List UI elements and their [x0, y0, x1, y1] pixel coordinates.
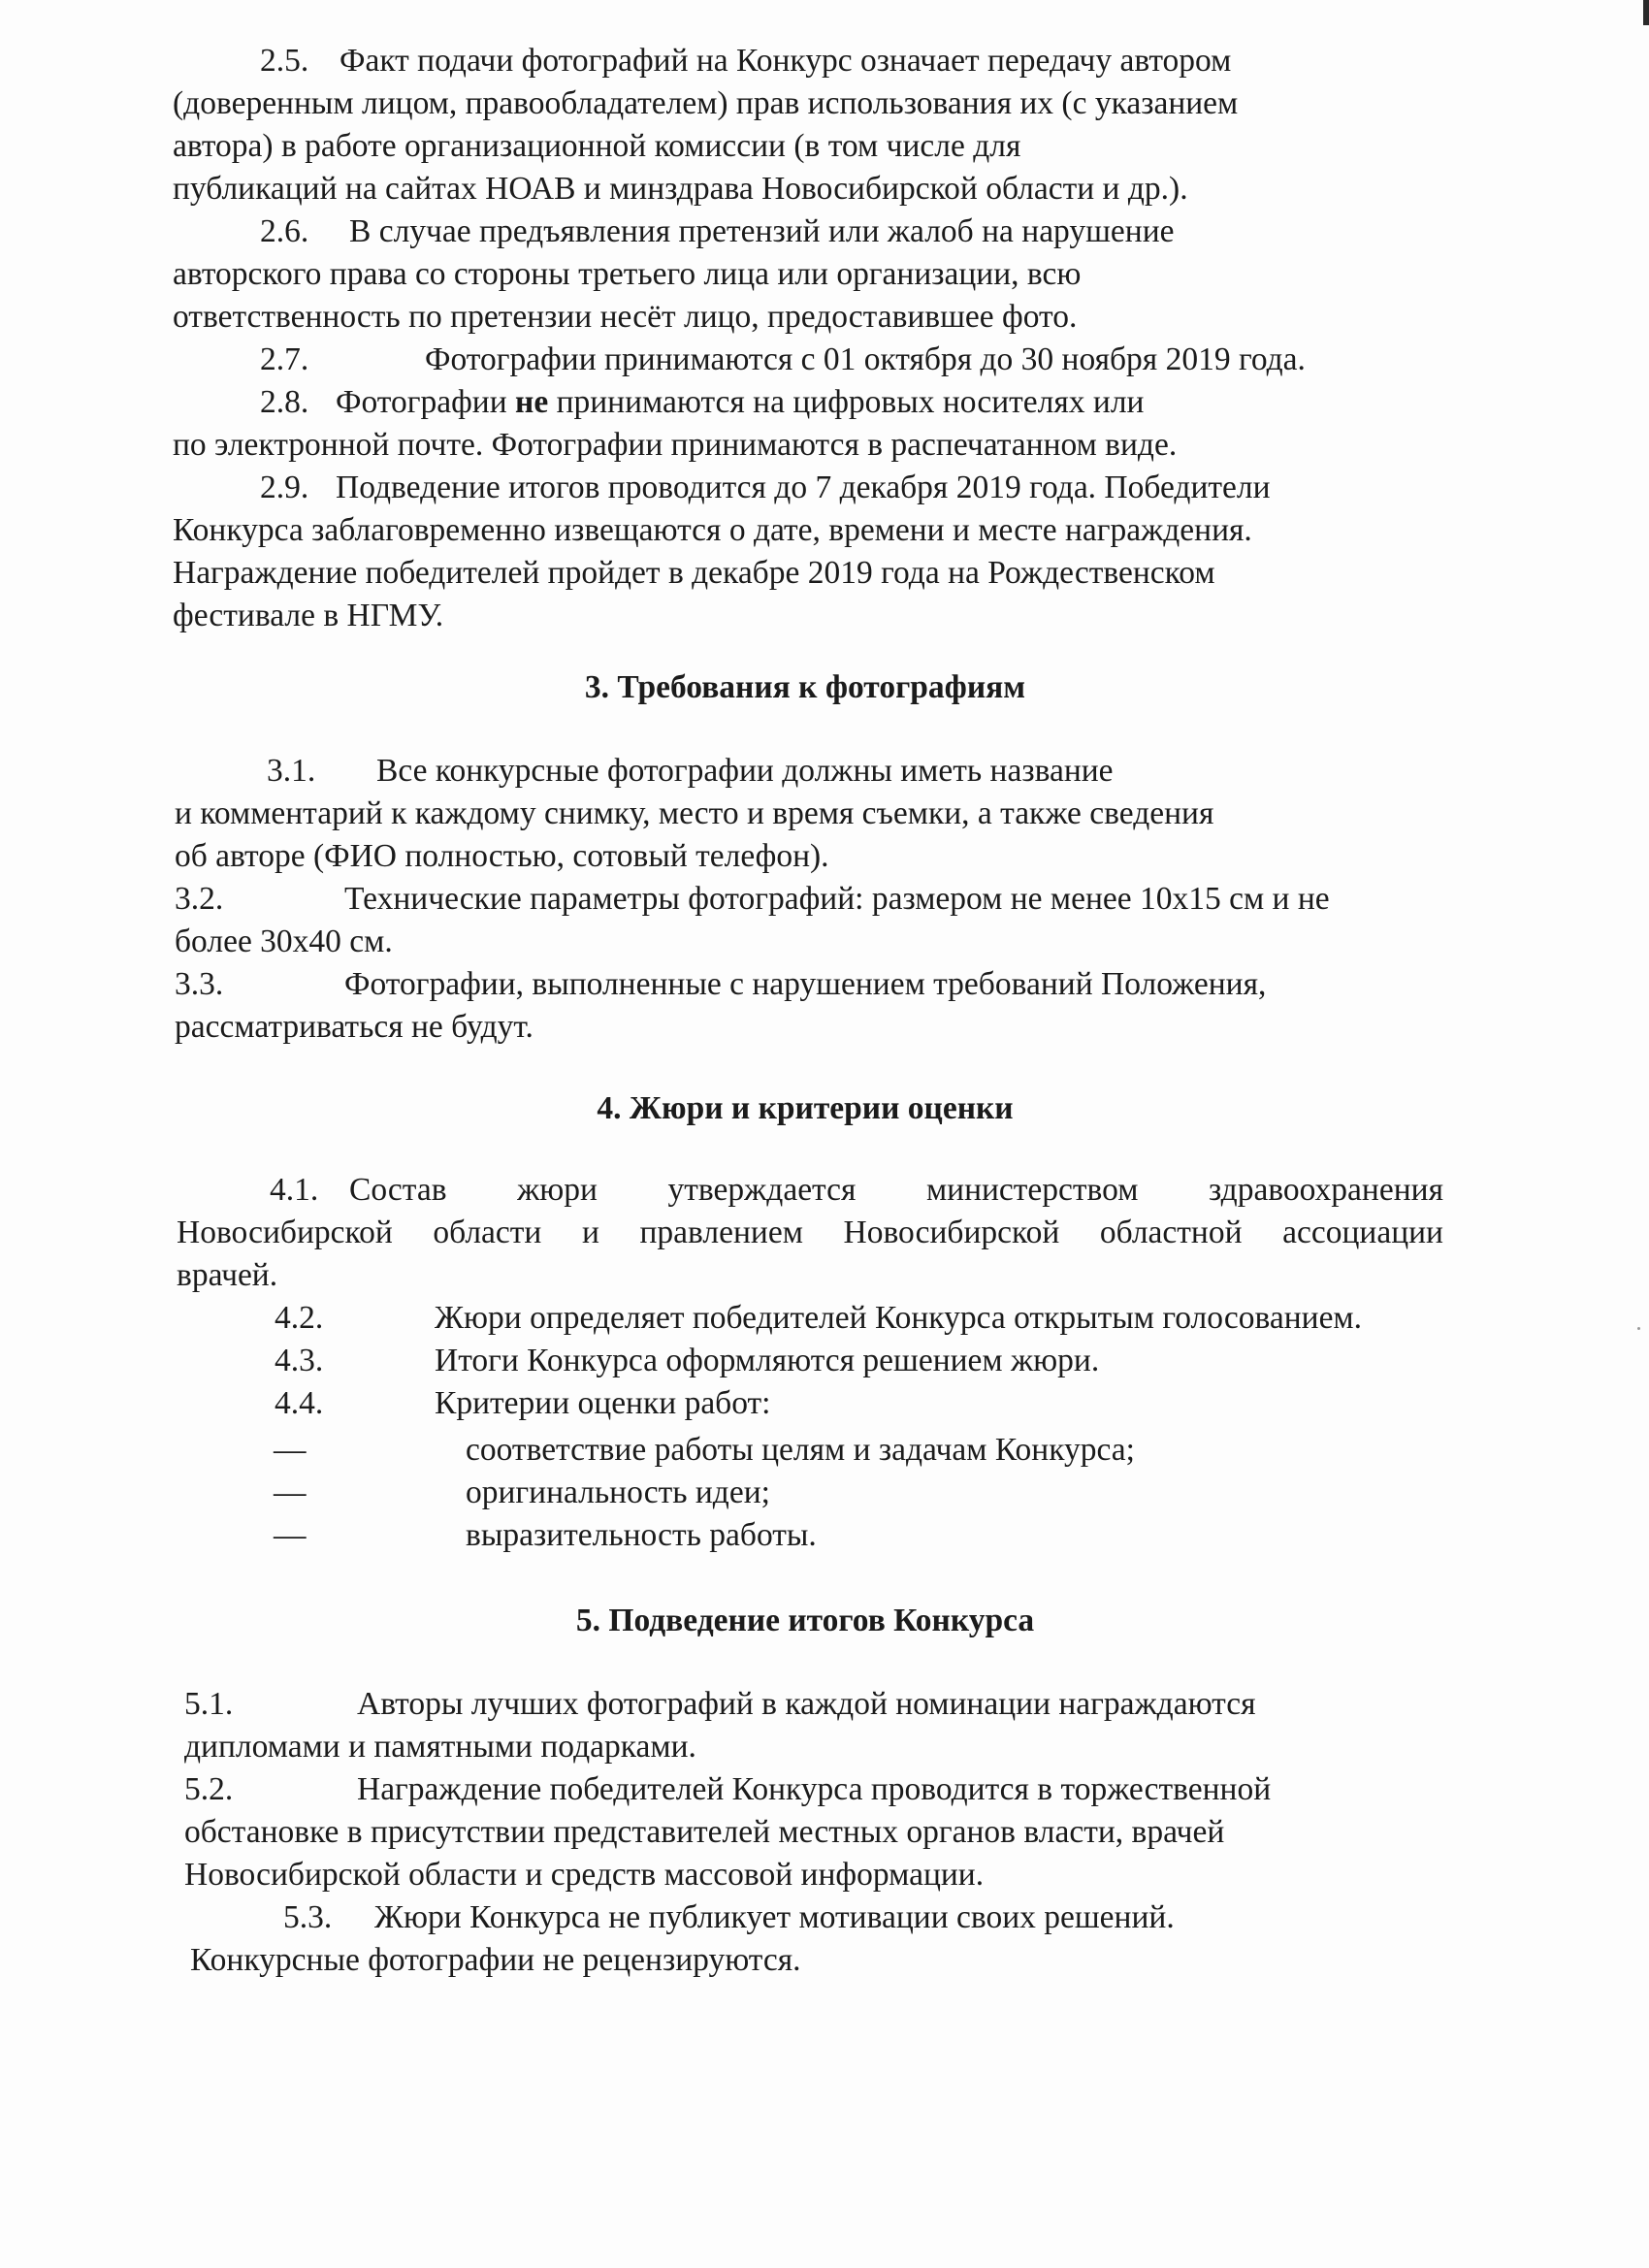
- clause-number: 5.3.: [283, 1899, 333, 1935]
- clause-number: 3.2.: [175, 881, 224, 917]
- word: жюри: [517, 1172, 598, 1208]
- word: утверждается: [667, 1172, 857, 1208]
- clause-text-line: Конкурса заблаговременно извещаются о дате, времени и месте награждения.: [173, 512, 1252, 548]
- clause-text-line: рассматриваться не будут.: [175, 1009, 534, 1045]
- word: ассоциации: [1282, 1215, 1443, 1250]
- list-dash: —: [274, 1432, 307, 1468]
- word: Состав: [349, 1172, 447, 1208]
- scan-speck: [1637, 1327, 1640, 1330]
- clause-text-line: авторского права со стороны третьего лица или организации, всю: [173, 256, 1082, 292]
- clause-text-line: и комментарий к каждому снимку, место и время съемки, а также сведения: [175, 795, 1214, 831]
- clause-number: 2.8.: [260, 384, 309, 420]
- clause-text-line: фестивале в НГМУ.: [173, 598, 444, 633]
- word: области: [433, 1215, 542, 1250]
- clause-text-line: Жюри определяет победителей Конкурса открытым голосованием.: [435, 1300, 1363, 1336]
- clause-text-line: врачей.: [177, 1257, 278, 1293]
- clause-text-line: Авторы лучших фотографий в каждой номинации награждаются: [357, 1686, 1256, 1722]
- justified-text-line: [349, 1170, 1443, 1211]
- clause-number: 3.1.: [267, 753, 316, 789]
- clause-number: 2.6.: [260, 213, 309, 249]
- section-heading: 3. Требования к фотографиям: [584, 669, 1026, 705]
- clause-text-line: ответственность по претензии несёт лицо, предоставившее фото.: [173, 299, 1078, 335]
- clause-text-fragment: Фотографии: [336, 384, 516, 420]
- clause-text-line: [336, 382, 1145, 423]
- clause-text-line: Фотографии, выполненные с нарушением требований Положения,: [344, 966, 1267, 1002]
- clause-number: 2.7.: [260, 341, 309, 377]
- scan-edge-mark: [1643, 0, 1649, 25]
- word: министерством: [925, 1172, 1139, 1208]
- word: и: [581, 1215, 599, 1250]
- word: правлением: [639, 1215, 803, 1250]
- clause-number: 3.3.: [175, 966, 224, 1002]
- clause-number: 4.3.: [275, 1343, 324, 1378]
- word: областной: [1099, 1215, 1243, 1250]
- clause-text-line: Критерии оценки работ:: [435, 1385, 771, 1421]
- clause-number: 2.9.: [260, 470, 309, 505]
- clause-number: 2.5.: [260, 43, 309, 79]
- clause-text-line: Подведение итогов проводится до 7 декабря 2019 года. Победители: [336, 470, 1271, 505]
- clause-text-line: автора) в работе организационной комиссии (в том числе для: [173, 128, 1021, 164]
- clause-text-line: Конкурсные фотографии не рецензируются.: [190, 1942, 801, 1978]
- clause-text-line: публикаций на сайтах НОАВ и минздрава Новосибирской области и др.).: [173, 171, 1188, 207]
- clause-text-line: Технические параметры фотографий: размером не менее 10х15 см и не: [344, 881, 1330, 917]
- list-item: оригинальность идеи;: [466, 1474, 770, 1510]
- clause-text-line: обстановке в присутствии представителей местных органов власти, врачей: [184, 1814, 1225, 1850]
- clause-number: 4.4.: [275, 1385, 324, 1421]
- clause-text-line: Новосибирской области и средств массовой информации.: [184, 1857, 985, 1893]
- clause-text-line: Факт подачи фотографий на Конкурс означает передачу автором: [340, 43, 1232, 79]
- clause-text-line: Фотографии принимаются с 01 октября до 30 ноября 2019 года.: [425, 341, 1306, 377]
- word: Новосибирской: [177, 1215, 393, 1250]
- clause-text-line: об авторе (ФИО полностью, сотовый телефон).: [175, 838, 829, 874]
- word: здравоохранения: [1209, 1172, 1443, 1208]
- clause-text-line: Награждение победителей Конкурса проводится в торжественной: [357, 1771, 1272, 1807]
- clause-text-line: Итоги Конкурса оформляются решением жюри.: [435, 1343, 1100, 1378]
- clause-text-line: (доверенным лицом, правообладателем) прав использования их (с указанием: [173, 85, 1239, 121]
- clause-text-line: Все конкурсные фотографии должны иметь название: [376, 753, 1114, 789]
- justified-text-line: [177, 1213, 1443, 1253]
- clause-text-line: В случае предъявления претензий или жалоб на нарушение: [349, 213, 1175, 249]
- clause-number: 5.1.: [184, 1686, 234, 1722]
- clause-number: 4.1.: [270, 1172, 319, 1208]
- section-heading: 5. Подведение итогов Конкурса: [575, 1603, 1035, 1638]
- list-item: выразительность работы.: [466, 1517, 817, 1553]
- clause-text-line: дипломами и памятными подарками.: [184, 1729, 696, 1765]
- clause-text-fragment: принимаются на цифровых носителях или: [548, 384, 1145, 420]
- list-dash: —: [274, 1474, 307, 1510]
- clause-number: 4.2.: [275, 1300, 324, 1336]
- clause-text-line: Жюри Конкурса не публикует мотивации своих решений.: [374, 1899, 1175, 1935]
- clause-text-line: более 30х40 см.: [175, 923, 393, 959]
- section-heading: 4. Жюри и критерии оценки: [597, 1090, 1014, 1126]
- list-dash: —: [274, 1517, 307, 1553]
- emphasis-text: не: [515, 384, 549, 420]
- clause-text-line: по электронной почте. Фотографии принимаются в распечатанном виде.: [173, 427, 1178, 463]
- clause-text-line: Награждение победителей пройдет в декабре 2019 года на Рождественском: [173, 555, 1215, 591]
- word: Новосибирской: [843, 1215, 1060, 1250]
- clause-number: 5.2.: [184, 1771, 234, 1807]
- list-item: соответствие работы целям и задачам Конкурса;: [466, 1432, 1135, 1468]
